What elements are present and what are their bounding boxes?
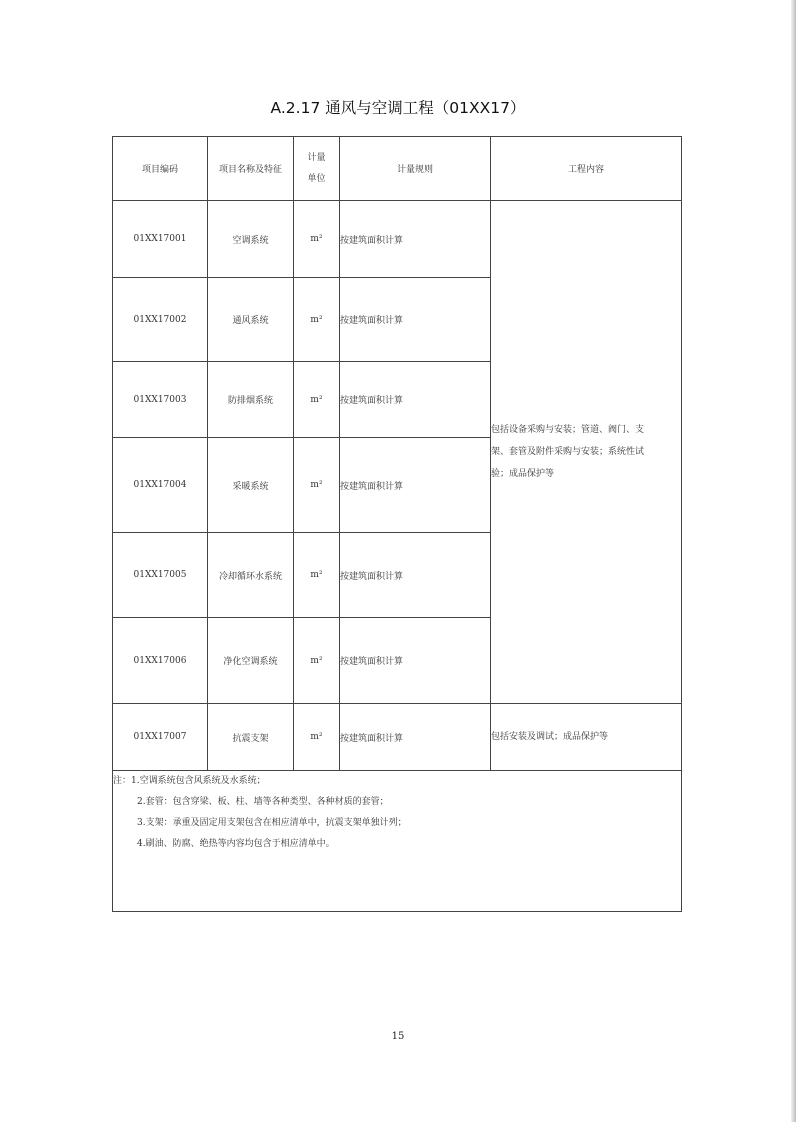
row-code: 01XX17005 [113, 533, 208, 618]
note-line: 2.套管：包含穿梁、板、柱、墙等各种类型、各种材质的套管； [137, 797, 389, 807]
row-unit: m² [294, 201, 340, 278]
row-name: 空调系统 [208, 201, 294, 278]
row-name: 通风系统 [208, 278, 294, 362]
page-number: 15 [391, 1031, 405, 1042]
header-unit [294, 137, 340, 201]
section-title: A.2.17 通风与空调工程（01XX17） [270, 99, 526, 117]
notes-row [113, 771, 682, 912]
row-rule: 按建筑面积计算 [340, 618, 491, 704]
row-name: 采暖系统 [208, 438, 294, 533]
note-line: 3.支架：承重及固定用支架包含在相应清单中，抗震支架单独计列； [137, 818, 407, 828]
header-code: 项目编码 [113, 137, 208, 201]
row-unit: m² [294, 533, 340, 618]
row-code: 01XX17004 [113, 438, 208, 533]
row-rule: 按建筑面积计算 [340, 438, 491, 533]
work-content-cell: 包括安装及调试；成品保护等 [491, 704, 682, 771]
row-name: 抗震支架 [208, 704, 294, 771]
header-unit-line2: 单位 [307, 173, 326, 184]
header-content: 工程内容 [491, 137, 682, 201]
spec-table [112, 136, 682, 912]
table-row [113, 201, 682, 278]
row-unit: m² [294, 618, 340, 704]
row-name: 净化空调系统 [208, 618, 294, 704]
note-line: 注：1.空调系统包含风系统及水系统； [113, 776, 266, 786]
note-line: 4.刷油、防腐、绝热等内容均包含于相应清单中。 [137, 839, 335, 849]
row-name: 防排烟系统 [208, 362, 294, 438]
header-unit-line1: 计量 [307, 152, 326, 163]
row-code: 01XX17003 [113, 362, 208, 438]
table-header-row [113, 137, 682, 201]
table-row [113, 704, 682, 771]
row-rule: 按建筑面积计算 [340, 362, 491, 438]
row-rule: 按建筑面积计算 [340, 278, 491, 362]
page-edge-shadow [791, 0, 796, 1122]
row-unit: m² [294, 362, 340, 438]
header-name: 项目名称及特征 [208, 137, 294, 201]
header-rule: 计量规则 [340, 137, 491, 201]
row-code: 01XX17006 [113, 618, 208, 704]
row-name: 冷却循环水系统 [208, 533, 294, 618]
work-content-line: 包括设备采购与安装；管道、阀门、支 [491, 425, 645, 435]
work-content-line: 验；成品保护等 [491, 469, 555, 479]
work-content-cell [491, 201, 682, 704]
row-code: 01XX17007 [113, 704, 208, 771]
row-rule: 按建筑面积计算 [340, 533, 491, 618]
row-unit: m² [294, 704, 340, 771]
row-rule: 按建筑面积计算 [340, 201, 491, 278]
row-code: 01XX17002 [113, 278, 208, 362]
work-content-line: 架、套管及附件采购与安装；系统性试 [491, 447, 645, 457]
row-code: 01XX17001 [113, 201, 208, 278]
row-unit: m² [294, 278, 340, 362]
row-unit: m² [294, 438, 340, 533]
row-rule: 按建筑面积计算 [340, 704, 491, 771]
notes-cell [113, 771, 682, 912]
